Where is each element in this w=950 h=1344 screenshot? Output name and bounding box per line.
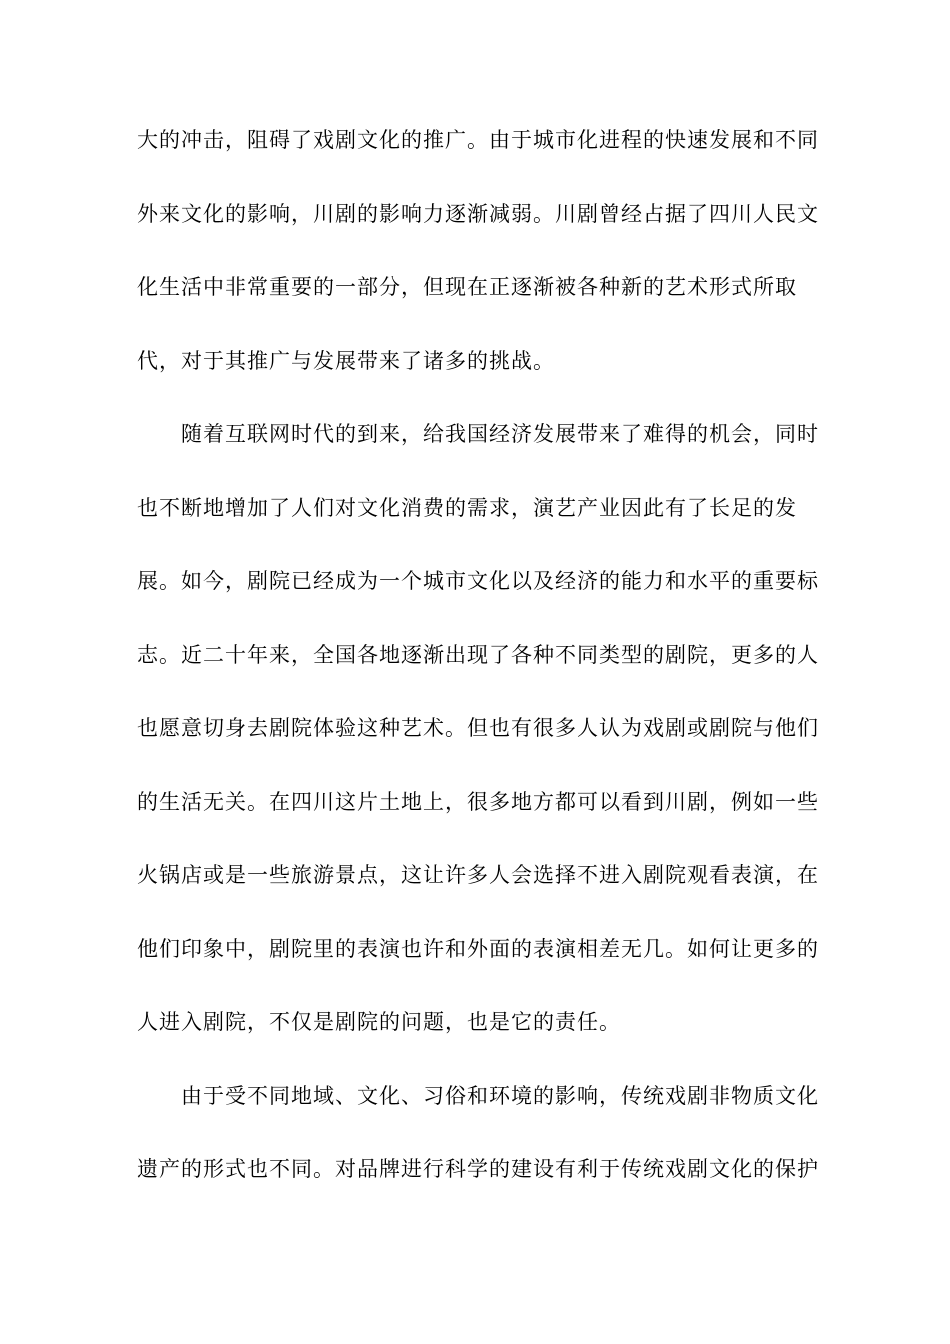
text-line: 的生活无关。在四川这片土地上，很多地方都可以看到川剧，例如一些	[137, 789, 819, 814]
paragraph-start-line: 随着互联网时代的到来，给我国经济发展带来了难得的机会，同时	[181, 422, 819, 446]
body-text	[137, 118, 837, 1221]
paragraph-start-line: 由于受不同地域、文化、习俗和环境的影响，传统戏剧非物质文化	[181, 1083, 819, 1108]
text-line: 大的冲击，阻碍了戏剧文化的推广。由于城市化进程的快速发展和不同	[137, 128, 819, 152]
text-line: 遗产的形式也不同。对品牌进行科学的建设有利于传统戏剧文化的保护	[137, 1157, 819, 1181]
text-line: 火锅店或是一些旅游景点，这让许多人会选择不进入剧院观看表演，在	[137, 863, 819, 887]
text-line: 代，对于其推广与发展带来了诸多的挑战。	[137, 348, 555, 373]
text-line: 也不断地增加了人们对文化消费的需求，演艺产业因此有了长足的发	[137, 495, 797, 520]
text-line: 人进入剧院，不仅是剧院的问题，也是它的责任。	[137, 1010, 621, 1034]
text-line: 他们印象中，剧院里的表演也许和外面的表演相差无几。如何让更多的	[137, 936, 819, 961]
text-line: 化生活中非常重要的一部分，但现在正逐渐被各种新的艺术形式所取	[137, 275, 797, 299]
text-line: 志。近二十年来，全国各地逐渐出现了各种不同类型的剧院，更多的人	[137, 642, 819, 667]
text-line: 也愿意切身去剧院体验这种艺术。但也有很多人认为戏剧或剧院与他们	[137, 716, 819, 740]
text-line: 展。如今，剧院已经成为一个城市文化以及经济的能力和水平的重要标	[137, 569, 819, 593]
text-line: 外来文化的影响，川剧的影响力逐渐减弱。川剧曾经占据了四川人民文	[137, 201, 819, 226]
